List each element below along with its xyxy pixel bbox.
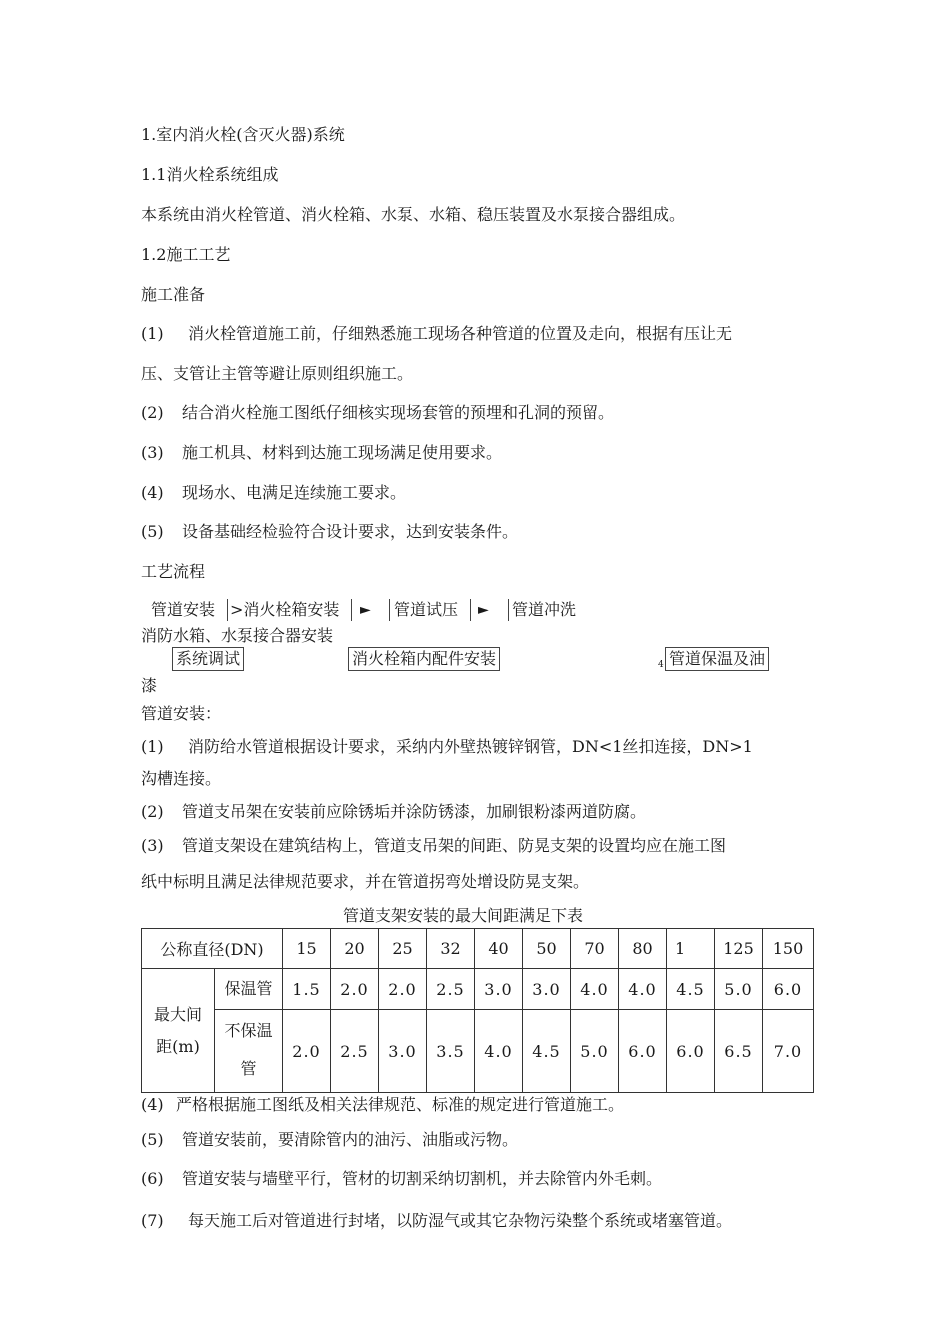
arrow-right-icon: ► [478, 602, 489, 618]
table-row-label [142, 969, 283, 1093]
table-header-cell: 125 [715, 929, 763, 969]
table-header-cell: 15 [283, 929, 331, 969]
table-header-cell: 1 [667, 929, 715, 969]
list-item-text: 施工机具、材料到达施工现场满足使用要求。 [182, 443, 503, 462]
table-cell: 3.5 [427, 1010, 475, 1093]
list-number: (5) [141, 522, 164, 541]
subsection-heading: 1.1消火栓系统组成 [141, 165, 279, 184]
flow-step-tank-install: 消防水箱、水泵接合器安装 [141, 626, 334, 645]
list-item-text: 消火栓管道施工前，仔细熟悉施工现场各种管道的位置及走向，根据有压让无 [188, 324, 733, 343]
flow-step-flushing: 管道冲洗 [512, 600, 577, 619]
table-cell: 4.5 [667, 969, 715, 1010]
table-cell: 3.0 [475, 969, 523, 1010]
uninsulated-label-line: 管 [240, 1059, 257, 1078]
table-header-cell: 32 [427, 929, 475, 969]
table-cell: 6.5 [715, 1010, 763, 1093]
list-item-continuation: 沟槽连接。 [141, 769, 222, 788]
row-label-max-spacing [142, 969, 215, 1092]
list-number: (7) [141, 1211, 164, 1230]
table-cell: 7.0 [763, 1010, 814, 1093]
table-cell: 5.0 [715, 969, 763, 1010]
table-header-label: 公称直径(DN) [142, 929, 283, 969]
list-item-text: 结合消火栓施工图纸仔细核实现场套管的预埋和孔洞的预留。 [182, 403, 615, 422]
list-item-text: 消防给水管道根据设计要求，采纳内外壁热镀锌钢管，DN<1丝扣连接，DN>1 [188, 737, 753, 756]
table-header-cell: 40 [475, 929, 523, 969]
table-cell: 2.0 [283, 1010, 331, 1093]
install-title: 管道安装： [141, 704, 222, 723]
flow-divider [389, 599, 390, 621]
table-cell: 4.5 [523, 1010, 571, 1093]
arrow-right-icon: ► [360, 602, 371, 618]
flow-divider [351, 599, 352, 621]
flow-step-pressure-test: 管道试压 [394, 600, 459, 619]
table-header-cell: 25 [379, 929, 427, 969]
table-cell: 2.5 [331, 1010, 379, 1093]
table-cell: 4.0 [475, 1010, 523, 1093]
uninsulated-label [215, 1010, 282, 1092]
flow-box-insulation-tail: 漆 [141, 676, 158, 695]
list-item-text: 现场水、电满足连续施工要求。 [182, 483, 407, 502]
table-cell: 6.0 [763, 969, 814, 1010]
list-item-text: 管道安装前，要清除管内的油污、油脂或污物。 [182, 1130, 519, 1149]
row-sublabels [215, 969, 283, 1092]
flow-box-insulation: 管道保温及油 [665, 647, 769, 671]
table-header-cell: 70 [571, 929, 619, 969]
table-cell: 1.5 [283, 969, 331, 1010]
list-number: (5) [141, 1130, 164, 1149]
table-header-cell: 80 [619, 929, 667, 969]
flow-divider [470, 599, 471, 621]
list-number: (6) [141, 1169, 164, 1188]
composition-text: 本系统由消火栓管道、消火栓箱、水泵、水箱、稳压装置及水泵接合器组成。 [141, 205, 686, 224]
flow-marker: 4 [658, 660, 664, 670]
list-item-text: 严格根据施工图纸及相关法律规范、标准的规定进行管道施工。 [176, 1095, 625, 1114]
list-number: (4) [141, 483, 164, 502]
table-header-cell: 150 [763, 929, 814, 969]
list-item-text: 管道支吊架在安装前应除锈垢并涂防锈漆，加刷银粉漆两道防腐。 [182, 802, 647, 821]
list-number: (3) [141, 836, 164, 855]
prep-title: 施工准备 [141, 285, 206, 304]
list-item-text: 管道安装与墙壁平行，管材的切割采纳切割机，并去除管内外毛刺。 [182, 1169, 663, 1188]
flow-divider [227, 599, 228, 621]
table-cell: 2.0 [379, 969, 427, 1010]
flow-divider [508, 599, 509, 621]
list-item-text: 每天施工后对管道进行封堵，以防湿气或其它杂物污染整个系统或堵塞管道。 [188, 1211, 733, 1230]
table-row-insulated [142, 969, 814, 1010]
table-cell: 2.5 [427, 969, 475, 1010]
list-number: (3) [141, 443, 164, 462]
table-cell: 4.0 [619, 969, 667, 1010]
row-label-line: 距(m) [156, 1036, 200, 1056]
list-number: (2) [141, 403, 164, 422]
list-number: (2) [141, 802, 164, 821]
list-item-text: 设备基础经检验符合设计要求，达到安装条件。 [182, 522, 519, 541]
list-number: (1) [141, 324, 164, 343]
table-cell: 5.0 [571, 1010, 619, 1093]
table-cell: 2.0 [331, 969, 379, 1010]
row-label-line: 最大间 [153, 1004, 202, 1024]
table-header-row [142, 929, 814, 969]
list-number: (4) [141, 1095, 164, 1114]
flow-box-system-debug: 系统调试 [172, 647, 244, 671]
subsection-heading: 1.2施工工艺 [141, 245, 231, 264]
list-item-text: 管道支架设在建筑结构上，管道支吊架的间距、防晃支架的设置均应在施工图 [182, 836, 727, 855]
support-spacing-table [141, 928, 814, 1093]
section-heading: 1.室内消火栓(含灭火器)系统 [141, 125, 345, 144]
flow-box-fittings-install: 消火栓箱内配件安装 [348, 647, 500, 671]
table-cell: 3.0 [523, 969, 571, 1010]
table-header-cell: 50 [523, 929, 571, 969]
table-cell: 3.0 [379, 1010, 427, 1093]
flow-title: 工艺流程 [141, 562, 206, 581]
flow-step-cabinet-install: >消火栓箱安装 [230, 600, 340, 619]
table-cell: 6.0 [667, 1010, 715, 1093]
flow-step-pipe-install: 管道安装 [151, 600, 216, 619]
table-caption: 管道支架安装的最大间距满足下表 [343, 906, 584, 925]
list-number: (1) [141, 737, 164, 756]
uninsulated-label-line: 不保温 [224, 1021, 273, 1040]
table-cell: 6.0 [619, 1010, 667, 1093]
table-header-cell: 20 [331, 929, 379, 969]
list-item-continuation: 纸中标明且满足法律规范要求，并在管道拐弯处增设防晃支架。 [141, 872, 590, 891]
list-item-continuation: 压、支管让主管等避让原则组织施工。 [141, 364, 414, 383]
insulated-label: 保温管 [215, 969, 282, 1010]
table-cell: 4.0 [571, 969, 619, 1010]
